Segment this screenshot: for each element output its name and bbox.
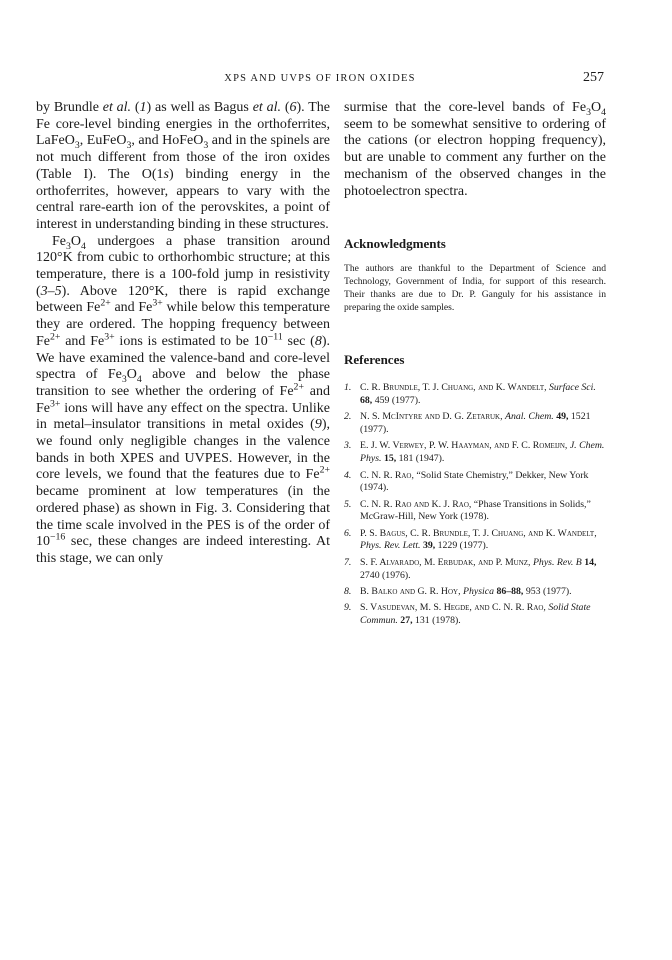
references-heading: References <box>344 352 405 368</box>
acknowledgments-heading: Acknowledgments <box>344 236 446 252</box>
reference-item <box>344 528 606 554</box>
reference-item <box>344 586 606 599</box>
reference-item <box>344 411 606 437</box>
reference-text: P. S. Bagus, C. R. Brundle, T. J. Chuang, and K. Wandelt, Phys. Rev. Lett. 39, 1229 (1977). <box>360 527 597 552</box>
reference-text: E. J. W. Verwey, P. W. Haayman, and F. C. Romeijn, J. Chem. Phys. 15, 181 (1947). <box>360 440 605 465</box>
right-column <box>344 100 606 631</box>
references-list <box>344 382 606 628</box>
reference-number: 2. <box>344 411 352 423</box>
reference-number: 6. <box>344 527 352 539</box>
reference-text: C. N. R. Rao, “Solid State Chemistry,” Dekker, New York (1974). <box>360 469 589 494</box>
page-number: 257 <box>583 70 604 85</box>
running-head: XPS AND UVPS OF IRON OXIDES <box>224 73 416 84</box>
reference-item <box>344 602 606 628</box>
reference-item <box>344 470 606 496</box>
reference-number: 4. <box>344 469 352 481</box>
reference-item <box>344 382 606 408</box>
body-paragraph-3: surmise that the core-level bands of $Fe_3O_4$ seem to be somewhat sensitive to ordering of the cations (or electron hopping frequency), but are unable to comment any further on the mechanism of the observed changes in the photoelectron spectra. <box>344 100 606 199</box>
body-paragraph-2: $Fe_3O_4$ undergoes a phase transition around 120°K from cubic to orthorhombic structure; at this temperature, there is a 100-fold jump in resistivity (3–5). Above 120°K, there is rapid exchange between $Fe^{2+}$ and $Fe^{3+}$ while below this temperature they are ordered. The hopping frequency between $Fe^{2+}$ and $Fe^{3+}$ ions is estimated to be $10^{-11}$ sec (8). We have examined the valence-band and core-level spectra of $Fe_3O_4$ above and below the phase transition to see whether the ordering of $Fe^{2+}$ and $Fe^{3+}$ ions will have any effect on the spectra. Unlike in metal–insulator transitions in metal oxides (9), we found only negligible changes in the valence bands in both XPES and UVPES. However, in the core levels, we found that the features due to $Fe^{2+}$ became prominent at low temperatures (in the ordered phase) as shown in Fig. 3. Considering that the time scale involved in the PES is of the order of $10^{-16}$ sec, these changes are indeed interesting. At this stage, we can only <box>36 233 331 566</box>
reference-text: S. Vasudevan, M. S. Hegde, and C. N. R. Rao, Solid State Commun. 27, 131 (1978). <box>360 602 591 626</box>
left-column <box>36 100 330 568</box>
reference-text: C. N. R. Rao and K. J. Rao, “Phase Transitions in Solids,” McGraw-Hill, New York (1978). <box>360 498 591 523</box>
page-header <box>36 70 604 88</box>
reference-number: 9. <box>344 602 352 614</box>
reference-number: 8. <box>344 585 352 597</box>
acknowledgments-text: The authors are thankful to the Department of Science and Technology, Government of India, for support of this research. Their thanks are due to Dr. P. Ganguly for his assistance in preparing the oxide samples. <box>344 263 606 314</box>
reference-number: 5. <box>344 498 352 510</box>
reference-number: 3. <box>344 440 352 452</box>
reference-number: 7. <box>344 556 352 568</box>
reference-item <box>344 499 606 525</box>
reference-text: N. S. McIntyre and D. G. Zetaruk, Anal. Chem. 49, 1521 (1977). <box>360 411 591 436</box>
reference-text: B. Balko and G. R. Hoy, Physica 86–88, 953 (1977). <box>360 585 572 597</box>
reference-item <box>344 557 606 583</box>
reference-text: C. R. Brundle, T. J. Chuang, and K. Wandelt, Surface Sci. 68, 459 (1977). <box>360 382 596 407</box>
reference-item <box>344 440 606 466</box>
reference-text: S. F. Alvarado, M. Erbudak, and P. Munz, Phys. Rev. B 14, 2740 (1976). <box>360 556 597 581</box>
reference-number: 1. <box>344 382 352 394</box>
body-paragraph-1: by Brundle et al. (1) as well as Bagus et al. (6). The Fe core-level binding energies in the orthoferrites, LaFeO$_3$, EuFeO$_3$, and HoFeO$_3$ and in the spinels are not much different from those of the iron oxides (Table I). The O(1s) binding energy in the orthoferrites, however, appears to vary with the central rare-earth ion of the perovskites, a point of interest in understanding binding in these structures. <box>36 100 331 232</box>
